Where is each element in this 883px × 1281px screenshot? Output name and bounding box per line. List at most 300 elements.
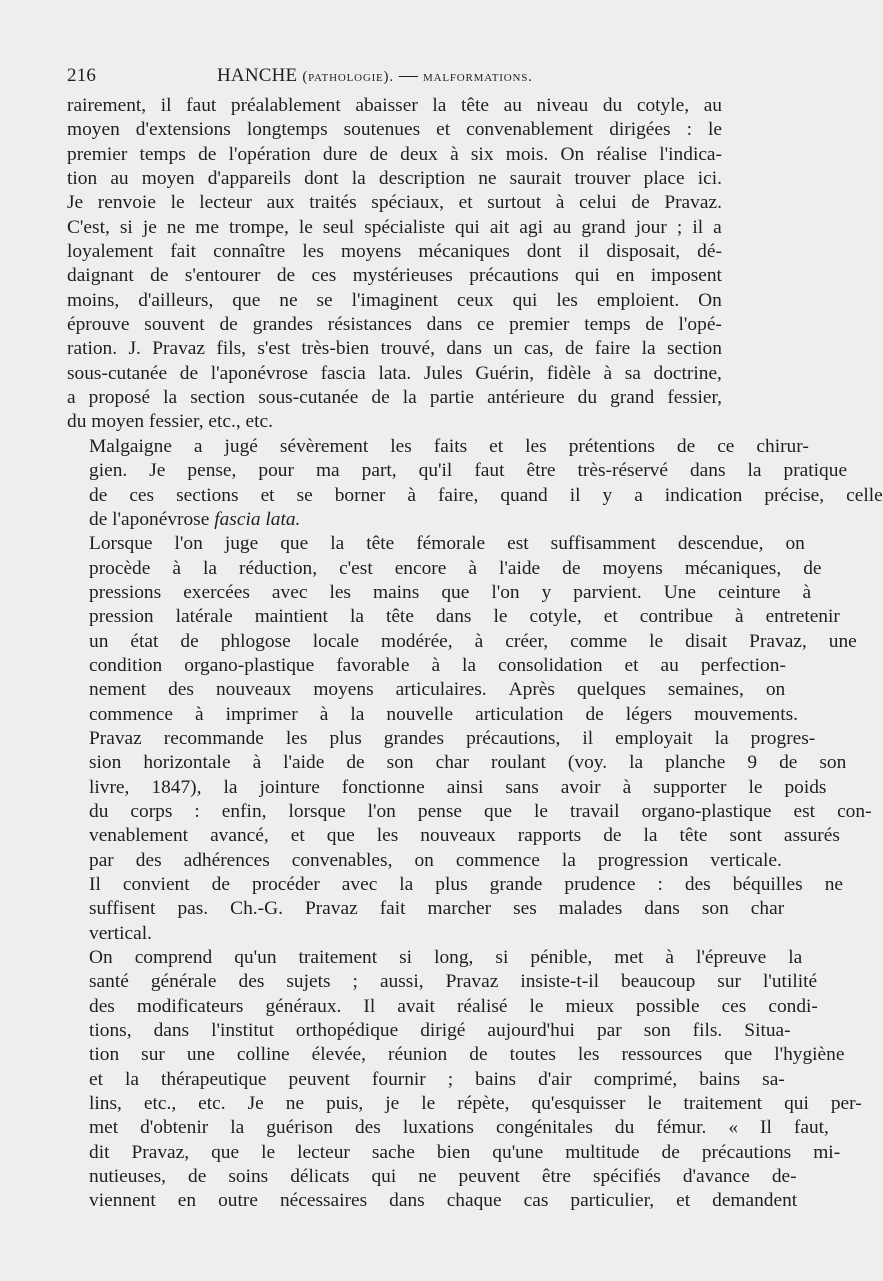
- word: Je: [247, 1093, 264, 1115]
- word: loyalement: [67, 241, 154, 263]
- text-line: [67, 508, 722, 532]
- word: commence: [89, 703, 173, 725]
- text-line: [67, 1019, 791, 1043]
- word: est: [793, 800, 816, 822]
- word: que: [326, 825, 355, 847]
- text-line: [67, 289, 722, 313]
- word: Guérin,: [475, 362, 535, 384]
- word: guérison: [266, 1117, 333, 1139]
- word: la: [432, 95, 447, 116]
- word: tête: [679, 825, 708, 847]
- word: par: [89, 849, 114, 871]
- word: mois.: [505, 143, 549, 165]
- word: faits: [433, 435, 468, 457]
- word: dans: [389, 1190, 425, 1212]
- word: long,: [434, 947, 474, 969]
- word: de: [469, 1044, 488, 1066]
- word: y: [541, 581, 552, 603]
- word: doctrine,: [653, 362, 722, 384]
- header-dash: —: [398, 65, 419, 86]
- word: préalablement: [230, 95, 341, 116]
- word: ration.: [67, 338, 118, 360]
- word: prétentions: [568, 435, 655, 457]
- text-line: [67, 240, 722, 264]
- header-subtitle: malformations.: [423, 69, 533, 85]
- word: la: [462, 654, 477, 676]
- word: traitement: [298, 947, 378, 969]
- word: et: [676, 1190, 691, 1212]
- word: Malgaigne: [89, 435, 172, 457]
- word: les: [556, 289, 578, 311]
- word: premier: [67, 143, 128, 165]
- text-line: [67, 970, 818, 994]
- word: du: [602, 95, 623, 116]
- word: la: [747, 460, 762, 482]
- word: des: [238, 971, 265, 993]
- word: livre,: [89, 776, 130, 798]
- word: santé: [89, 971, 129, 993]
- page-body: [67, 94, 883, 1214]
- word: semaines,: [667, 679, 744, 701]
- word: dé-: [697, 241, 722, 263]
- word: ne: [166, 216, 186, 238]
- word: celui: [579, 192, 617, 214]
- word: nécessaires: [279, 1190, 368, 1212]
- word: de-: [771, 1166, 797, 1188]
- word: saurait: [509, 168, 562, 190]
- running-title: [217, 64, 722, 89]
- word: la: [788, 947, 803, 969]
- word: spéciaux,: [371, 192, 444, 214]
- word: ces: [311, 265, 337, 287]
- word: faut,: [793, 1117, 829, 1139]
- word: ces: [721, 995, 747, 1017]
- word: outre: [218, 1190, 258, 1212]
- word: son: [386, 752, 414, 774]
- word: bien: [436, 1141, 471, 1163]
- word: soutenues: [343, 119, 421, 141]
- word: :: [194, 800, 200, 822]
- word: de: [676, 435, 696, 457]
- word: au: [660, 654, 679, 676]
- word: de: [369, 143, 388, 165]
- word: convenables,: [291, 849, 393, 871]
- word: grande: [489, 874, 543, 895]
- word: de: [603, 825, 622, 847]
- word: créer,: [505, 630, 549, 652]
- word: qu'une: [492, 1141, 544, 1163]
- word: Pravaz: [152, 338, 205, 360]
- word: sous-cutanée: [258, 387, 359, 409]
- word: beaucoup: [620, 971, 696, 993]
- word: fait: [170, 241, 197, 263]
- word: de: [276, 265, 296, 287]
- word: l'aide: [283, 752, 325, 774]
- word: daignant: [67, 265, 134, 287]
- text-line: [67, 191, 722, 215]
- word: à: [802, 581, 812, 603]
- word: fournir: [371, 1068, 426, 1090]
- word: parvient.: [573, 581, 642, 603]
- word: un: [493, 338, 513, 360]
- word: état: [130, 630, 159, 652]
- word: précise,: [764, 484, 825, 506]
- word: si: [119, 216, 133, 238]
- word: imprimer: [225, 703, 298, 725]
- word: travail: [570, 800, 620, 822]
- word: le: [170, 192, 185, 214]
- word: une: [186, 1044, 215, 1066]
- word: exercées: [183, 581, 250, 603]
- word: assurés: [783, 825, 840, 847]
- word: ainsi: [446, 776, 484, 798]
- word: possible: [636, 995, 700, 1017]
- word: à: [603, 362, 613, 384]
- word: mieux: [565, 995, 615, 1017]
- word: J.: [128, 338, 141, 360]
- word: multitude: [565, 1141, 640, 1163]
- word: organo-plastique: [641, 800, 772, 822]
- word: la: [125, 1068, 139, 1090]
- word: qu'esquisser: [531, 1093, 626, 1115]
- word: de: [211, 874, 230, 895]
- word: à: [450, 143, 459, 165]
- word: délicats: [290, 1166, 350, 1188]
- word: antérieure: [487, 387, 565, 409]
- word: agi: [519, 216, 543, 238]
- word: roulant: [490, 752, 546, 774]
- word: la: [399, 874, 414, 895]
- word: trouver: [574, 168, 631, 190]
- word: de: [565, 338, 584, 360]
- word: à: [431, 654, 441, 676]
- word: fonctionne: [341, 776, 425, 798]
- word: 9: [747, 752, 758, 774]
- word: si: [495, 947, 509, 969]
- word: met: [614, 947, 644, 969]
- word: l'opération: [228, 143, 311, 165]
- word: venablement: [89, 825, 189, 847]
- word: grandes: [252, 314, 313, 336]
- word: recommande: [163, 727, 264, 749]
- word: lecteur: [199, 192, 252, 214]
- word: description: [378, 168, 466, 190]
- word: quand: [500, 484, 548, 506]
- word: qui: [784, 1093, 809, 1115]
- word: précautions: [701, 1141, 792, 1163]
- word: comme: [570, 630, 628, 652]
- word: «: [728, 1117, 739, 1139]
- word: fascia: [320, 362, 366, 384]
- word: à: [252, 752, 262, 774]
- word: encore: [394, 557, 447, 579]
- word: six: [470, 143, 494, 165]
- word: a: [634, 484, 643, 506]
- word: proposé: [88, 387, 151, 409]
- word: fidèle: [546, 362, 591, 384]
- word: réalise: [596, 143, 648, 165]
- word: Pravaz,: [749, 630, 807, 652]
- word: bains: [699, 1068, 741, 1090]
- word: commence: [455, 849, 540, 871]
- word: nutieuses,: [89, 1166, 167, 1188]
- text-line: du moyen fessier, etc., etc.: [67, 411, 273, 433]
- word: Une: [663, 581, 696, 603]
- text-line: [67, 897, 785, 921]
- word: nouvelle: [386, 703, 454, 725]
- word: du: [577, 387, 598, 409]
- word: les: [525, 435, 547, 457]
- word: qui: [371, 1166, 397, 1188]
- word: de: [346, 752, 365, 774]
- word: condition: [89, 654, 163, 676]
- text-line: [67, 118, 722, 142]
- word: modérée,: [381, 630, 453, 652]
- word: de: [198, 143, 217, 165]
- word: l'hygiène: [774, 1044, 845, 1066]
- word: renvoie: [97, 192, 156, 214]
- text-line: [67, 362, 722, 386]
- word: y: [602, 484, 613, 506]
- word: la: [629, 752, 644, 774]
- word: insiste-t-il: [520, 971, 599, 993]
- word: avait: [397, 995, 435, 1017]
- text-line: [67, 995, 818, 1019]
- word: de: [585, 703, 604, 725]
- word: que: [232, 289, 261, 311]
- word: de: [631, 192, 650, 214]
- text-line: vertical.: [89, 922, 152, 944]
- word: Pravaz,: [131, 1141, 190, 1163]
- word: du: [89, 800, 109, 822]
- word: mécaniques,: [684, 557, 782, 579]
- word: d'extensions: [135, 119, 231, 141]
- word: ne: [285, 1093, 305, 1115]
- word: tions,: [89, 1020, 132, 1042]
- word: réalisé: [456, 995, 508, 1017]
- word: verticale.: [710, 849, 782, 871]
- word: puis,: [326, 1093, 364, 1115]
- word: faut: [474, 460, 505, 482]
- word: Il: [363, 995, 376, 1017]
- text-line: [67, 1068, 785, 1092]
- word: lata.: [378, 362, 412, 384]
- word: demandent: [712, 1190, 798, 1212]
- word: une: [828, 630, 857, 652]
- word: avoir: [560, 776, 601, 798]
- word: à: [622, 776, 632, 798]
- word: mains: [372, 581, 420, 603]
- word: ressources: [621, 1044, 703, 1066]
- word: section: [666, 338, 722, 360]
- word: cas,: [524, 338, 554, 360]
- word: gien.: [89, 460, 128, 482]
- word: la: [351, 168, 366, 190]
- word: latérale: [175, 606, 233, 628]
- word: soins: [228, 1166, 269, 1188]
- word: moyen: [141, 168, 195, 190]
- word: viennent: [89, 1190, 156, 1212]
- word: la: [714, 727, 729, 749]
- word: de: [219, 314, 238, 336]
- word: dit: [89, 1141, 110, 1163]
- word: ses: [513, 898, 537, 920]
- word: suffisent: [89, 898, 156, 920]
- word: pas.: [177, 898, 209, 920]
- word: seul: [322, 216, 355, 238]
- word: à: [665, 947, 674, 969]
- word: sont: [729, 825, 762, 847]
- text-line: [67, 946, 803, 970]
- text-line: [67, 264, 722, 288]
- word: pense: [417, 800, 463, 822]
- word: au: [553, 216, 572, 238]
- word: s'est: [257, 338, 290, 360]
- word: sévèrement: [279, 435, 369, 457]
- word: sa-: [762, 1068, 785, 1090]
- word: faire: [594, 338, 631, 360]
- word: pratique: [783, 460, 848, 482]
- word: se: [296, 484, 313, 506]
- word: en: [177, 1190, 197, 1212]
- word: deux: [400, 143, 438, 165]
- word: et: [260, 484, 275, 506]
- word: d'ailleurs,: [138, 289, 214, 311]
- word: mécaniques: [418, 241, 510, 263]
- word: Après: [508, 679, 555, 701]
- word: ce: [717, 435, 735, 457]
- paragraph-2: [67, 435, 883, 532]
- word: mi-: [813, 1141, 841, 1163]
- word: est: [507, 533, 529, 555]
- word: trouvé,: [380, 338, 435, 360]
- word: et: [603, 606, 618, 628]
- word: temps: [584, 314, 631, 336]
- word: suffisamment: [550, 533, 656, 555]
- word: de: [645, 314, 664, 336]
- word: char: [750, 898, 785, 920]
- paragraph-4: [67, 946, 862, 1214]
- word: met: [89, 1117, 119, 1139]
- word: éprouve: [67, 314, 130, 336]
- word: entretenir: [765, 606, 840, 628]
- word: être: [526, 460, 556, 482]
- word: premier: [509, 314, 570, 336]
- word: la: [643, 825, 658, 847]
- word: les: [302, 241, 324, 263]
- text-line: [67, 1116, 829, 1140]
- word: et: [290, 825, 305, 847]
- word: nouveaux: [420, 825, 496, 847]
- word: horizontale: [143, 752, 231, 774]
- word: :: [657, 874, 663, 895]
- word: générale: [150, 971, 217, 993]
- word: congénitales: [495, 1117, 593, 1139]
- word: phlogose: [220, 630, 291, 652]
- word: résistances: [327, 314, 412, 336]
- word: que: [484, 800, 513, 822]
- word: consolidation: [498, 654, 603, 676]
- word: d'obtenir: [140, 1117, 209, 1139]
- word: colline: [236, 1044, 290, 1066]
- word: orthopédique: [295, 1020, 399, 1042]
- word: à: [172, 557, 181, 579]
- word: ait: [489, 216, 510, 238]
- word: du: [614, 1117, 635, 1139]
- word: peuvent: [288, 1068, 350, 1090]
- text-line: [67, 532, 805, 556]
- word: celle: [846, 484, 883, 506]
- word: con-: [837, 800, 872, 822]
- word: toutes: [509, 1044, 556, 1066]
- text-line: [67, 1165, 797, 1189]
- word: pense,: [187, 460, 237, 482]
- word: je: [385, 1093, 400, 1115]
- text-line: [67, 1189, 798, 1213]
- word: les: [390, 435, 412, 457]
- word: mouvements.: [694, 703, 799, 725]
- word: place: [643, 168, 685, 190]
- word: le: [748, 776, 763, 798]
- word: des: [89, 995, 115, 1017]
- word: l'aide: [498, 557, 541, 579]
- word: grand: [610, 387, 655, 409]
- word: corps: [130, 800, 173, 822]
- word: de: [661, 1141, 680, 1163]
- word: si: [399, 947, 413, 969]
- text-line: [67, 605, 840, 629]
- word: procède: [89, 557, 151, 579]
- word: ces: [129, 484, 155, 506]
- text-line: [67, 703, 799, 727]
- word: prudence: [564, 874, 636, 895]
- word: per-: [830, 1093, 862, 1115]
- word: articulation: [475, 703, 564, 725]
- word: Pravaz.: [664, 192, 722, 214]
- word: :: [686, 119, 692, 141]
- word: et: [489, 435, 504, 457]
- word: moyens: [602, 557, 663, 579]
- text-line: [67, 94, 722, 118]
- word: a: [713, 216, 722, 238]
- word: peuvent: [458, 1166, 520, 1188]
- word: et: [89, 1068, 103, 1090]
- word: On: [698, 289, 722, 311]
- running-header: [67, 64, 722, 94]
- word: son: [643, 1020, 671, 1042]
- word: locale: [312, 630, 360, 652]
- word: l'institut: [211, 1020, 274, 1042]
- word: marcher: [427, 898, 492, 920]
- word: malades: [558, 898, 623, 920]
- word: la: [350, 703, 365, 725]
- word: comprend: [134, 947, 213, 969]
- word: chirur-: [756, 435, 809, 457]
- word: ceux: [457, 289, 494, 311]
- word: réunion: [388, 1044, 448, 1066]
- word: contribue: [639, 606, 713, 628]
- word: ma: [315, 460, 340, 482]
- word: avec: [271, 581, 308, 603]
- word: et: [458, 192, 473, 214]
- word: l'on: [367, 800, 396, 822]
- text-line: [67, 630, 857, 654]
- word: à: [734, 606, 744, 628]
- word: longtemps: [246, 119, 328, 141]
- word: à: [555, 192, 565, 214]
- word: de: [803, 557, 822, 579]
- word: moyens: [313, 679, 374, 701]
